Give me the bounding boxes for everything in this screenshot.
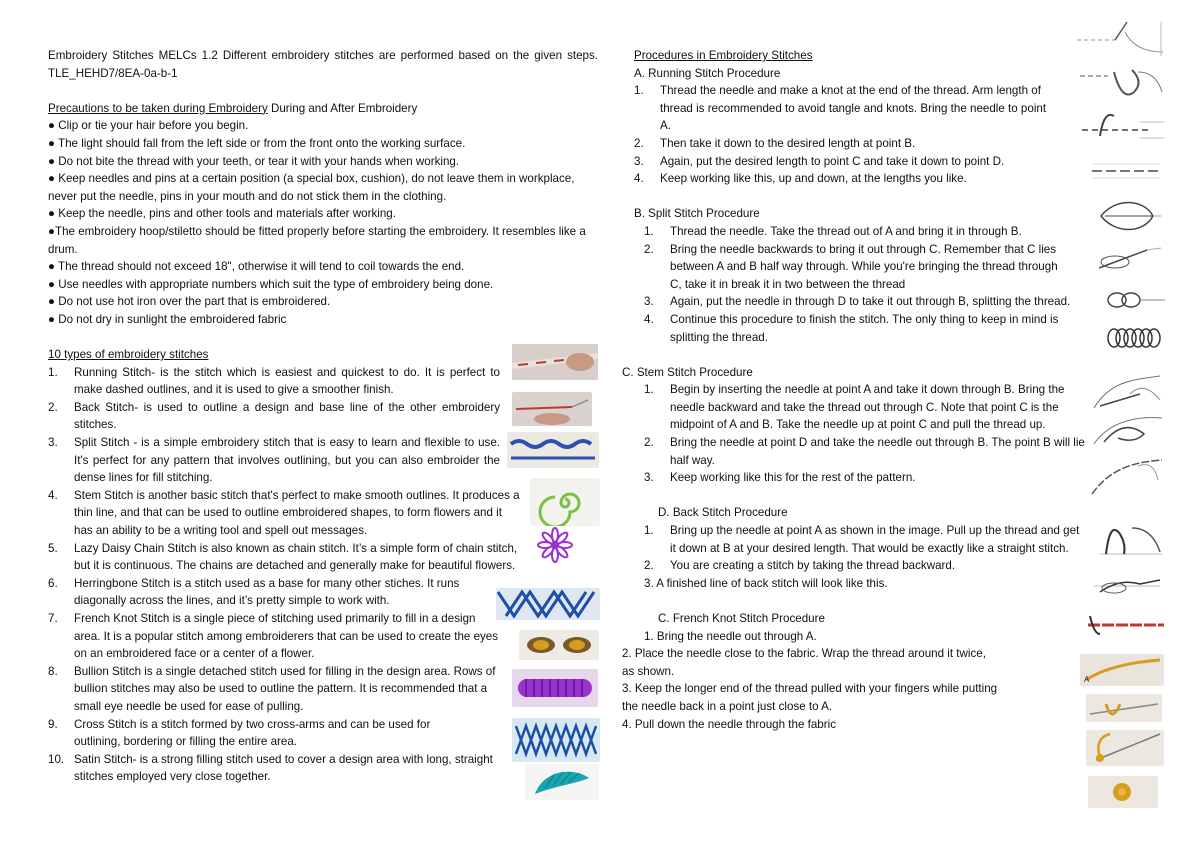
- stem-procedure-title: C. Stem Stitch Procedure: [622, 365, 753, 379]
- procedure-step: as shown.: [622, 664, 675, 678]
- item-number: 6.: [48, 576, 58, 590]
- item-text: Split Stitch - is a simple embroidery stitch that is easy to learn and flexible to use. It's perfect for any pattern that involves outlining, but you can also embroider the dense lines for fill stitching.: [74, 436, 500, 485]
- procedure-step: [622, 135, 1090, 153]
- step-text: Thread the needle. Take the thread out of A and bring it in through B.: [670, 224, 1022, 238]
- procedure-step: 4. Pull down the needle through the fabric: [622, 717, 836, 731]
- running-step-4-illustration: [1090, 160, 1162, 182]
- procedure-step: [622, 153, 1090, 171]
- procedures-title: Procedures in Embroidery Stitches: [634, 49, 813, 62]
- precautions-list: [48, 117, 598, 328]
- french-step-4-photo: [1088, 776, 1158, 808]
- item-number: 2.: [48, 400, 58, 414]
- split-step-2-illustration: [1095, 240, 1165, 276]
- stitch-type-item: [48, 364, 500, 399]
- procedure-step: [622, 82, 1090, 135]
- step-text: Keep working like this, up and down, at the lengths you like.: [660, 172, 967, 186]
- french-knot-procedure-title: C. French Knot Stitch Procedure: [658, 612, 825, 625]
- step-text: Again, put the needle in through D to take it out through B, splitting the thread.: [670, 295, 1071, 309]
- item-number: 3.: [48, 436, 58, 450]
- precaution-item: ● Do not bite the thread with your teeth, or tear it with your hands when working.: [48, 154, 460, 168]
- french-step-3-photo: [1086, 730, 1164, 766]
- step-number: 2.: [634, 136, 644, 150]
- back-step-2-illustration: [1090, 566, 1166, 608]
- procedure-step: 1. Bring the needle out through A.: [644, 629, 817, 643]
- step-number: 3.: [644, 471, 654, 485]
- item-text: Satin Stitch- is a strong filling stitch used to cover a design area with long, straight stitches employed very close together.: [74, 752, 493, 784]
- item-text: Lazy Daisy Chain Stitch is also known as chain stitch. It’s a simple form of chain stitch, but it is continuous. The chains are detached and generally make for beautiful flowers.: [74, 541, 518, 573]
- item-text: Back Stitch- is used to outline a design and base line of the other embroidery stitches.: [74, 400, 500, 432]
- step-number: 4.: [644, 312, 654, 326]
- item-number: 4.: [48, 488, 58, 502]
- split-step-4-illustration: [1106, 322, 1164, 354]
- item-number: 7.: [48, 612, 58, 625]
- split-procedure-title: B. Split Stitch Procedure: [634, 207, 760, 221]
- running-step-3-illustration: [1080, 108, 1166, 148]
- step-text: Bring up the needle at point A as shown in the image. Pull up the thread and get it down at B at your desired length. That would be exactly like a straight stitch.: [670, 524, 1080, 555]
- procedure-step: the needle back in a point just close to A.: [622, 699, 833, 713]
- stitch-type-item: [48, 663, 500, 716]
- step-text: Thread the needle and make a knot at the end of the thread. Arm length of thread is recommended to avoid tangle and knots. Bring the needle to point A.: [660, 84, 1047, 133]
- stem-step-1-illustration: [1090, 372, 1166, 414]
- step-text: Keep working like this for the rest of the pattern.: [670, 471, 916, 485]
- item-number: 8.: [48, 664, 58, 678]
- step-number: 1.: [644, 224, 654, 238]
- step-number: 3.: [644, 295, 654, 309]
- french-step-1-photo: [1080, 654, 1164, 686]
- stem-stitch-photo: [530, 478, 600, 526]
- stitch-type-item: [48, 399, 500, 434]
- item-text: Cross Stitch is a stitch formed by two cross-arms and can be used for outlining, bordering or filling the entire area.: [74, 717, 431, 749]
- step-number: 1.: [634, 84, 644, 98]
- svg-text:A: A: [1084, 675, 1090, 684]
- item-text: Stem Stitch is another basic stitch that's perfect to make smooth outlines. It produces a thin line, and that can be used to outline embroidered shapes, to form flowers and it has an ability to be a writing tool and spell out messages.: [74, 488, 520, 538]
- split-step-3-illustration: [1103, 282, 1167, 318]
- cross-stitch-photo: [512, 718, 600, 762]
- step-text: Then take it down to the desired length at point B.: [660, 136, 916, 150]
- running-step-2-illustration: [1078, 62, 1166, 104]
- step-text: You are creating a stitch by taking the thread backward.: [670, 559, 956, 573]
- precaution-item: ● The thread should not exceed 18", otherwise it will tend to coil towards the end.: [48, 260, 465, 274]
- procedure-step: [622, 434, 1090, 469]
- procedure-step: [622, 223, 1090, 241]
- satin-stitch-photo: [525, 764, 599, 800]
- stitch-type-item: [48, 716, 468, 751]
- precaution-item: ● Keep the needle, pins and other tools and materials after working.: [48, 207, 396, 221]
- step-number: 2.: [644, 559, 654, 573]
- step-number: 1.: [644, 383, 654, 397]
- item-text: Bullion Stitch is a single detached stitch used for filling in the design area. Rows of bullion stitches may also be used to outline the pattern. It is recommended that a small eye needle be used for ease of pulling.: [74, 664, 496, 713]
- precaution-item: ● Do not use hot iron over the part that is embroidered.: [48, 295, 331, 309]
- item-number: 9.: [48, 717, 58, 731]
- running-step-1-illustration: [1075, 18, 1165, 60]
- stitch-type-item: [48, 575, 488, 610]
- precautions-heading-underlined: Precautions to be taken during Embroidery: [48, 101, 268, 115]
- step-number: 3.: [634, 154, 644, 168]
- precaution-item: ● The light should fall from the left side or from the front onto the working surface.: [48, 136, 466, 150]
- stitch-type-item: [48, 610, 500, 663]
- running-stitch-photo: [512, 344, 598, 380]
- procedure-step: [622, 522, 1090, 557]
- procedure-step: 2. Place the needle close to the fabric. Wrap the thread around it twice,: [622, 647, 986, 661]
- step-text: Bring the needle backwards to bring it out through C. Remember that C lies between A and B half way through. While you're bringing the thread through C, take it in break it in two between the thread: [670, 242, 1058, 291]
- stitch-type-item: [48, 540, 528, 575]
- precaution-item: ● Use needles with appropriate numbers which suit the type of embroidery being done.: [48, 277, 494, 291]
- precautions-heading: [48, 100, 598, 118]
- precaution-item: ● Do not dry in sunlight the embroidered fabric: [48, 312, 287, 326]
- procedure-step: [622, 293, 1090, 311]
- french-knot-photo: [519, 630, 599, 660]
- procedure-step: [622, 241, 1090, 294]
- item-text: French Knot Stitch is a single piece of stitching used primarily to fill in a design area. It is a popular stitch among embroiderers that can be used to create the eyes on an embroidered face or a center of a flower.: [74, 612, 499, 661]
- split-stitch-photo: [507, 432, 599, 468]
- procedure-step: [622, 469, 1090, 487]
- bullion-photo: [512, 669, 598, 707]
- french-step-2-photo: [1086, 694, 1162, 722]
- item-number: 1.: [48, 365, 58, 379]
- stitch-type-item: [48, 751, 500, 786]
- lazy-daisy-photo: [536, 526, 574, 564]
- stitch-types-heading: 10 types of embroidery stitches: [48, 348, 209, 362]
- item-text: Herringbone Stitch is a stitch used as a base for many other stiches. It runs diagonally across the lines, and it’s pretty simple to work with.: [74, 576, 460, 608]
- back-stitch-photo: [512, 392, 592, 426]
- stem-step-3-illustration: [1088, 456, 1166, 500]
- step-text: Continue this procedure to finish the stitch. The only thing to keep in mind is splitting the thread.: [670, 312, 1059, 344]
- back-procedure-title: D. Back Stitch Procedure: [658, 506, 788, 520]
- document-header: Embroidery Stitches MELCs 1.2 Different embroidery stitches are performed based on the given steps. TLE_HEHD7/8EA-0a-b-1: [48, 49, 598, 80]
- procedure-step: [622, 311, 1090, 346]
- procedure-step: [622, 170, 1090, 188]
- step-text: Bring the needle at point D and take the needle out through B. The point B will lie half way.: [670, 436, 1085, 467]
- procedure-step: [622, 381, 1090, 434]
- precaution-item: ●The embroidery hoop/stiletto should be fitted properly before starting the embroidery. It resembles like a drum.: [48, 224, 586, 256]
- precaution-item: ● Keep needles and pins at a certain position (a special box, cushion), do not leave them in workplace, never put the needle, pins in your mouth and do not stick them in the clothing.: [48, 172, 575, 203]
- step-number: 4.: [634, 172, 644, 186]
- step-text: Begin by inserting the needle at point A and take it down through B. Bring the needle backward and take the thread out through C. Note that point C is the midpoint of A and B. Take the needle up at point C and pull the thread up.: [670, 383, 1065, 432]
- stitch-type-item: [48, 434, 500, 487]
- procedure-step: [622, 557, 1090, 575]
- running-procedure-title: A. Running Stitch Procedure: [634, 66, 781, 80]
- stitch-types-list: [48, 364, 520, 786]
- step-number: 2.: [644, 242, 654, 256]
- right-column: [622, 47, 1090, 733]
- step-text: Again, put the desired length to point C and take it down to point D.: [660, 154, 1005, 168]
- step-number: 2.: [644, 436, 654, 450]
- precautions-heading-rest: During and After Embroidery: [267, 101, 418, 115]
- item-text: Running Stitch- is the stitch which is easiest and quickest to do. It is perfect to make dashed outlines, and it is used to give a smoother finish.: [74, 365, 500, 397]
- herringbone-photo: [496, 588, 600, 620]
- precaution-item: ● Clip or tie your hair before you begin.: [48, 119, 249, 133]
- split-step-1-illustration: [1095, 196, 1163, 236]
- back-step-3-illustration: [1084, 612, 1166, 638]
- stitch-type-item: [48, 487, 522, 540]
- item-number: 5.: [48, 541, 58, 555]
- stem-step-2-illustration: [1090, 412, 1166, 452]
- procedure-step: 3. A finished line of back stitch will look like this.: [644, 576, 888, 590]
- procedure-step: 3. Keep the longer end of the thread pulled with your fingers while putting: [622, 682, 998, 696]
- step-number: 1.: [644, 524, 654, 538]
- back-step-1-illustration: [1096, 518, 1166, 564]
- item-number: 10.: [48, 752, 65, 766]
